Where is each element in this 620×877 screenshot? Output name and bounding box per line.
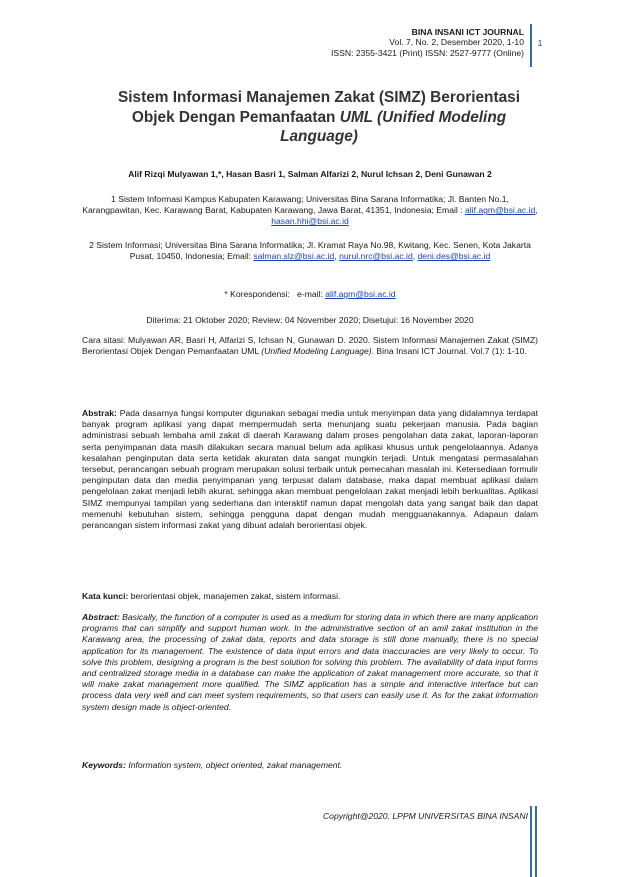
affiliation-1 — [82, 194, 538, 228]
citation-tail: . Bina Insani ICT Journal. Vol.7 (1): 1-10. — [371, 346, 527, 357]
affiliation-2-text: 2 Sistem Informasi; Universitas Bina Sarana Informatika; Jl. Kramat Raya No.98, Kwitang, Kec. Senen, Kota Jakarta Pusat, 10450, Indonesia; Email: — [89, 240, 531, 262]
journal-volume: Vol. 7, No. 2, Desember 2020, 1-10 — [389, 37, 524, 48]
email-link-hasan[interactable]: hasan.hhi@bsi.ac.id — [271, 216, 349, 227]
paper-title — [66, 88, 572, 147]
journal-header — [331, 27, 524, 58]
keywords-indonesian-text: berorientasi objek, manajemen zakat, sistem informasi. — [128, 591, 341, 601]
citation-text: Cara sitasi: Mulyawan AR, Basri H, Alfarizi S, Ichsan N, Gunawan D. 2020. Sistem Informasi Manajemen Zakat (SIMZ) Berorientasi Objek Dengan Pemanfaatan UML — [82, 335, 538, 357]
affiliation-2-separator-1: , — [334, 251, 340, 262]
title-line-2 — [66, 108, 572, 128]
abstract-english-text: Basically, the function of a computer is used as a medium for storing data in which there are many application programs that can simplify and support human work. In the administrative section of an amil zakat institution in the Karawang area, the processing of zakat data, reports and data storage is still done manually, there is no special application for its management. The existence of data input errors and data inaccuracies are very likely to occur. To solve this problem, designing a program is the best solution for solving this problem. The availability of data input forms and centralized storage media in a database can make the application of zakat management more accurate, so that it will make zakat management more qualified. The SIMZ application has a simple and interactive interface but can process data very well and can meet system requirements, so that users can easily use it. As for the zakat information system design made is object-oriented. — [82, 612, 538, 712]
email-link-salman[interactable]: salman.slz@bsi.ac.id — [253, 251, 335, 262]
submission-dates: Diterima: 21 Oktober 2020; Review: 04 November 2020; Disetujui: 16 November 2020 — [146, 315, 474, 325]
footer-accent-bar-1 — [530, 806, 532, 877]
author-list: Alif Rizqi Mulyawan 1,*, Hasan Basri 1, Salman Alfarizi 2, Nurul Ichsan 2, Deni Gunawan 2 — [128, 169, 492, 179]
copyright-footer: Copyright@2020. LPPM UNIVERSITAS BINA INSANI — [322, 811, 528, 821]
journal-name: BINA INSANI ICT JOURNAL — [411, 27, 524, 37]
abstract-indonesian — [82, 408, 538, 531]
affiliation-2-separator-2: , — [412, 251, 418, 262]
abstract-english — [82, 612, 538, 713]
correspondence-email-label: e-mail: — [297, 289, 326, 299]
abstract-indonesian-label: Abstrak: — [82, 408, 117, 418]
abstract-indonesian-text: Pada dasarnya fungsi komputer digunakan sebagai media untuk menyimpan data yang didalamnya terdapat banyak program aplikasi yang dapat mempermudah serta menunjang suatu pekerjaan manusia. Pada bagian administrasi sebuah lembaha amil zakat di daerah Karawang dalam proses pengolahan data zakat, laporan-laporan serta penyimpanan data masih dilakukan secara manual belum ada aplikasi khusus untuk pengelolaannya. Adanya kesalahan penginputan data serta ketidak akuratan data sangat mungkin terjadi. Untuk mengatasi permasalahan tersebut, perancangan sebuah program merupakan solusi terbaik untuk pemecahan masalah ini. Ketersediaan formulir penginputan data dan media penyimpanan yang terpusat dalam database, maka dapat membuat aplikasi dalam pengelolaan zakat menjadi lebih akurat, sehingga akan membuat pengelolaan zakat menjadi lebih berkualitas. Aplikasi SIMZ mempunyai tampilan yang sederhana dan interaktif namun dapat mengolah data yang sangat baik dan dapat memenuhi kebutuhan sistem, sehingga pengguna dapat dengan mudah mengguanakannya. Adapaun dalam perancangan sistem informasi zakat yang dibuat adalah berorientasi objek. — [82, 408, 538, 531]
keywords-english-label: Keywords: — [82, 760, 126, 770]
keywords-indonesian — [82, 591, 538, 602]
email-link-nurul[interactable]: nurul.nrc@bsi.ac.id — [339, 251, 413, 262]
journal-issn: ISSN: 2355-3421 (Print) ISSN: 2527-9777 (Online) — [331, 47, 524, 58]
citation — [82, 335, 538, 357]
affiliation-2 — [82, 240, 538, 262]
correspondence-label: * Korespondensi: — [224, 289, 290, 299]
email-link-deni[interactable]: deni.des@bsi.ac.id — [417, 251, 491, 262]
affiliation-1-text: 1 Sistem Informasi Kampus Kabupaten Karawang; Universitas Bina Sarana Informatika; Jl. Banten No.1, Karangpawitan, Kec. Karawang Barat, Kabupaten Karawang, Jawa Barat, 41351, Indonesia; Email : — [82, 194, 509, 216]
keywords-english-text: Information system, object oriented, zakat management. — [125, 760, 343, 770]
title-line-3 — [66, 127, 572, 147]
keywords-english — [82, 760, 538, 771]
abstract-english-label: Abstract: — [82, 612, 120, 622]
title-line-2-italic: UML (Unified Modeling — [339, 108, 507, 126]
citation-italic: (Unified Modeling Language) — [261, 346, 372, 357]
email-link-alif[interactable]: alif.agm@bsi.ac.id — [464, 205, 536, 216]
correspondence-email-link[interactable]: alif.agm@bsi.ac.id — [325, 289, 396, 299]
title-line-2-text: Objek Dengan Pemanfaatan — [131, 108, 340, 126]
correspondence — [82, 289, 538, 300]
affiliation-1-separator: , — [535, 205, 538, 216]
page-number: 1 — [537, 38, 543, 48]
title-line-3-italic: Language) — [280, 128, 358, 145]
footer-accent-bar-2 — [535, 806, 537, 877]
header-accent-bar — [530, 24, 532, 67]
keywords-indonesian-label: Kata kunci: — [82, 591, 129, 601]
title-line-1: Sistem Informasi Manajemen Zakat (SIMZ) Berorientasi — [118, 89, 520, 106]
